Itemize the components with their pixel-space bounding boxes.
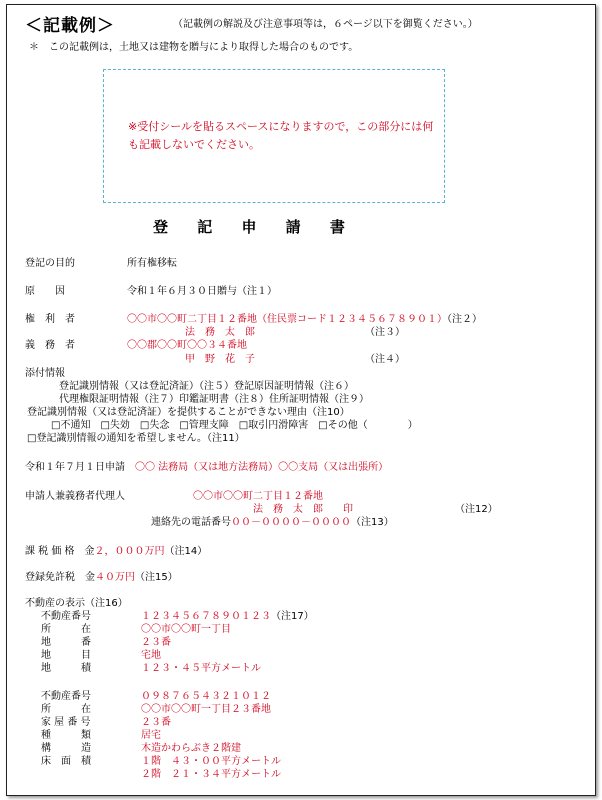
building-floor-label: 床 面 積 <box>41 756 91 767</box>
agent-phone-line <box>151 517 394 529</box>
phone-number: ００－００００－００００ <box>231 517 351 528</box>
land-number: １２３４５６７８９０１２３ <box>141 611 271 622</box>
tax-base-value: ２，０００万円 <box>94 546 165 557</box>
land-lot-label: 地 番 <box>41 637 91 648</box>
cause-value <box>127 286 277 298</box>
purpose-value: 所有権移転 <box>127 258 177 269</box>
building-number: ０９８７６５４３２１０１２ <box>141 691 271 702</box>
right-holder-address-line <box>127 314 482 326</box>
building-house-label: 家 屋 番 号 <box>41 717 91 728</box>
cause-label: 原 因 <box>25 286 65 297</box>
license-tax-label: 登録免許税 <box>25 572 75 583</box>
obligor-name: 甲 野 花 子 <box>185 354 255 365</box>
obligor-label: 義 務 者 <box>25 340 75 351</box>
sticker-area-note: ※受付シールを貼るスペースになりますので，この部分には何も記載しないでください。 <box>128 120 434 151</box>
right-holder-label: 権 利 者 <box>25 314 75 325</box>
land-number-label: 不動産番号 <box>41 611 91 622</box>
agent-label: 申請人兼義務者代理人 <box>25 491 125 502</box>
land-location: 〇〇市〇〇町一丁目 <box>141 624 231 635</box>
building-floor1: １階 ４３・００平方メートル <box>141 756 281 767</box>
attachments-line3: 登記識別情報（又は登記済証）を提供することができない理由（注10） <box>27 407 350 418</box>
land-location-label: 所 在 <box>41 624 91 635</box>
obligor-note: （注４） <box>365 354 405 365</box>
application-office: 〇〇 法務局（又は地方法務局）〇〇支局（又は出張所） <box>135 462 389 473</box>
license-tax-note: （注15） <box>135 572 178 583</box>
land-number-line <box>141 611 314 623</box>
right-holder-note2: （注３） <box>365 327 405 338</box>
attachments-checkboxes: □不通知 □失効 □失念 □管理支障 □取引円滑障害 □その他（ ） <box>51 420 418 431</box>
tax-base-prefix: 金 <box>84 546 95 557</box>
building-location: 〇〇市〇〇町一丁目２３番地 <box>141 704 271 715</box>
building-floor2: ２階 ２１・３４平方メートル <box>141 769 281 780</box>
reference-note: （記載例の解説及び注意事項等は，６ページ以下を御覧ください。） <box>173 19 478 30</box>
land-number-note: （注17） <box>271 611 314 622</box>
building-structure-label: 構 造 <box>41 743 91 754</box>
agent-address: 〇〇市〇〇町二丁目１２番地 <box>193 491 323 502</box>
building-location-label: 所 在 <box>41 704 91 715</box>
cause-text: 令和１年６月３０日贈与 <box>127 286 237 297</box>
building-type-label: 種 類 <box>41 730 91 741</box>
tax-base-line <box>25 546 207 558</box>
building-type: 居宅 <box>141 730 161 741</box>
land-category: 宅地 <box>141 650 161 661</box>
license-tax-value: ４０万円 <box>95 572 135 583</box>
phone-note: （注13） <box>351 517 394 528</box>
phone-label: 連絡先の電話番号 <box>151 517 231 528</box>
right-holder-note1: （注２） <box>447 314 482 325</box>
license-tax-line <box>25 572 178 584</box>
land-category-label: 地 目 <box>41 650 91 661</box>
obligor-address: 〇〇郡〇〇町〇〇３４番地 <box>127 340 247 351</box>
building-house: ２３番 <box>141 717 171 728</box>
property-note: （注16） <box>85 598 128 609</box>
cause-note: （注１） <box>237 286 277 297</box>
application-document <box>6 4 596 796</box>
building-number-label: 不動産番号 <box>41 691 91 702</box>
agent-note: （注12） <box>455 504 498 515</box>
document-title: 登 記 申 請 書 <box>153 218 357 236</box>
land-lot: ２３番 <box>141 637 171 648</box>
sample-heading: ＜記載例＞ <box>25 16 115 36</box>
purpose-label: 登記の目的 <box>25 258 75 269</box>
license-tax-prefix: 金 <box>85 572 95 583</box>
tax-base-label: 課 税 価 格 <box>25 546 75 557</box>
application-date: 令和１年７月１日申請 <box>25 462 125 473</box>
property-heading <box>25 598 128 610</box>
attachments-line1: 登記識別情報（又は登記済証）（注５）登記原因証明情報（注６） <box>59 381 354 392</box>
agent-name: 法 務 太 郎 印 <box>253 504 353 515</box>
right-holder-name: 法 務 太 郎 <box>185 327 255 338</box>
attachments-label: 添付情報 <box>25 368 65 379</box>
tax-base-note: （注14） <box>164 546 208 557</box>
receipt-sticker-area <box>103 69 445 203</box>
scope-note: ＊ この記載例は，土地又は建物を贈与により取得した場合のものです。 <box>29 42 359 53</box>
land-area-label: 地 積 <box>41 663 91 674</box>
attachments-notify-option: □登記識別情報の通知を希望しません。（注11） <box>27 433 245 444</box>
right-holder-address: 〇〇市〇〇町二丁目１２番地（住民票コード１２３４５６７８９０１） <box>127 314 447 325</box>
property-label: 不動産の表示 <box>25 598 85 609</box>
building-structure: 木造かわらぶき２階建 <box>141 743 241 754</box>
attachments-line2: 代理権限証明情報（注７）印鑑証明書（注８）住所証明情報（注９） <box>59 394 369 405</box>
application-line <box>25 462 388 474</box>
land-area: １２３・４５平方メートル <box>141 663 261 674</box>
